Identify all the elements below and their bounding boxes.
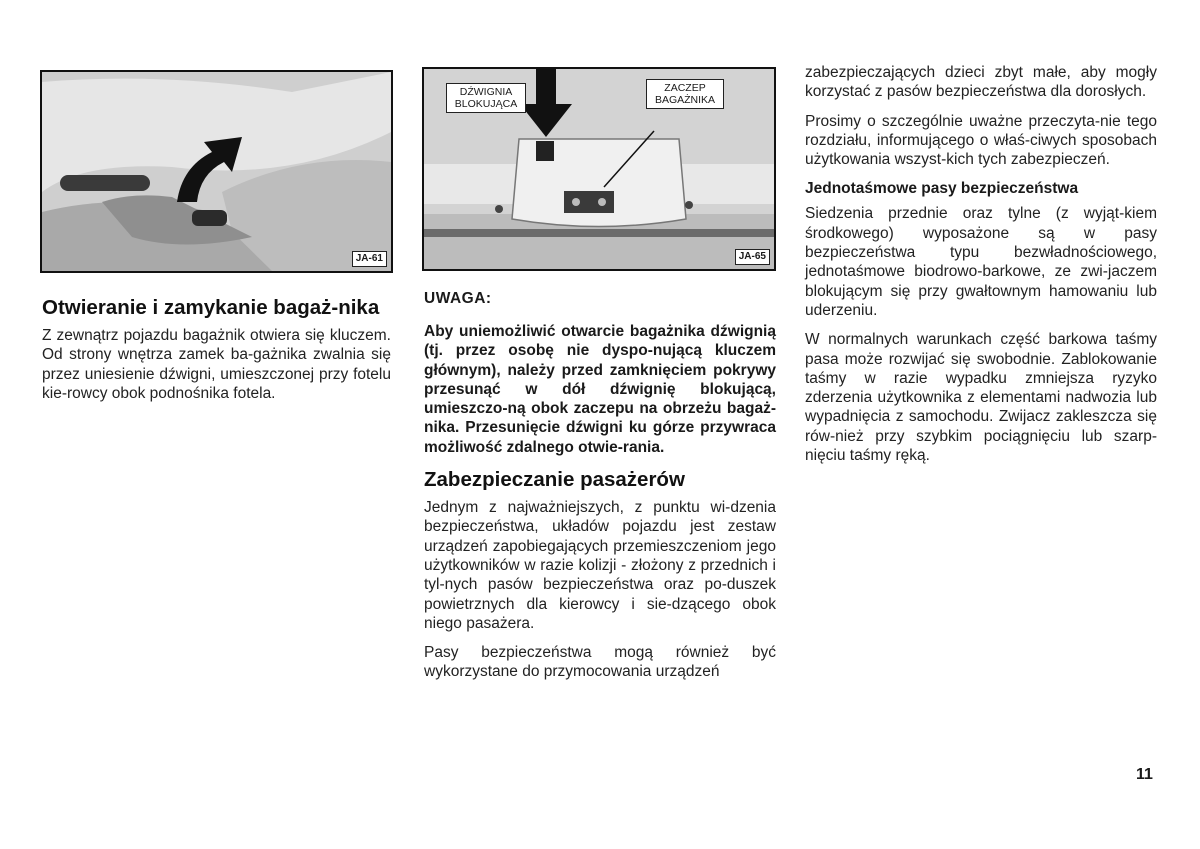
paragraph-passengers-2: Pasy bezpieczeństwa mogą również być wykorzystane do przymocowania urządzeń <box>424 644 776 681</box>
figure-seat-lever <box>40 70 393 273</box>
column-middle <box>424 290 776 692</box>
figure-code: JA-65 <box>735 249 770 265</box>
section-heading-trunk: Otwieranie i zamykanie bagaż-nika <box>42 296 380 319</box>
callout-locking-lever: DŹWIGNIA BLOKUJĄCA <box>446 83 526 113</box>
figure-trunk-latch <box>422 67 776 271</box>
subheading-belts: Jednotaśmowe pasy bezpieczeństwa <box>805 180 1079 198</box>
figure-code: JA-61 <box>352 251 387 267</box>
warning-title: UWAGA: <box>424 290 492 307</box>
paragraph-belt-operation: W normalnych warunkach część barkowa taśmy pasa może rozwijać się swobodnie. Zablokowanie taśmy w razie wypadku zmniejsza ryzyko zderzenia użytkownika z elementami nadwozia lub wypadnięcia z samochodu. Zwijacz zakleszcza się rów-nież przy szybkim pociągnięciu lub szarp-nięciu taśmy ręką. <box>805 331 1157 465</box>
paragraph-passengers-1: Jednym z najważniejszych, z punktu wi-dzenia bezpieczeństwa, układów pojazdu jest zestaw urządzeń zapobiegających przemieszczeniom jego użytkowników w razie kolizji - złożony z przednich i tyl-nych pasów bezpieczeństwa oraz po-duszek powietrznych dla kierowcy i sie-dzącego obok niego pasażera. <box>424 499 776 632</box>
column-left <box>42 295 391 413</box>
column-right <box>805 63 1157 475</box>
seat-lever-illustration <box>42 72 391 271</box>
callout-trunk-latch: ZACZEP BAGAŻNIKA <box>646 79 724 109</box>
page-number: 11 <box>1136 766 1153 783</box>
warning-text: Aby uniemożliwić otwarcie bagażnika dźwignią (tj. przez osobę nie dyspo-nującą kluczem głównym), należy przed zamknięciem pokrywy przesunąć w dół dźwignię blokującą, umieszczo-ną obok zaczepu na obrzeżu bagaż-nika. Przesunięcie dźwigni ku górze przywraca możliwość zdalnego otwie-rania. <box>424 323 776 456</box>
paragraph-read-carefully: Prosimy o szczególnie uważne przeczyta-nie tego rozdziału, informującego o właś-ciwych sposobach użytkowania wszyst-kich tych zabezpieczeń. <box>805 112 1157 169</box>
paragraph-child-restraints: zabezpieczających dzieci zbyt małe, aby mogły korzystać z pasów bezpieczeństwa dla dorosłych. <box>805 64 1157 101</box>
paragraph-belt-type: Siedzenia przednie oraz tylne (z wyjąt-kiem środkowego) wyposażone są w pasy bezpieczeństwa typu bezwładnościowego, jednotaśmowe biodrowo-barkowe, ze zwi-jaczem blokującym się przy gwałtownym hamowaniu lub uderzeniu. <box>805 205 1157 319</box>
paragraph-trunk: Z zewnątrz pojazdu bagażnik otwiera się kluczem. Od strony wnętrza zamek ba-gażnika zwalnia się przez uniesienie dźwigni, umieszczonej przy fotelu kie-rowcy obok podnośnika fotela. <box>42 327 391 402</box>
section-heading-passengers: Zabezpieczanie pasażerów <box>424 468 685 492</box>
